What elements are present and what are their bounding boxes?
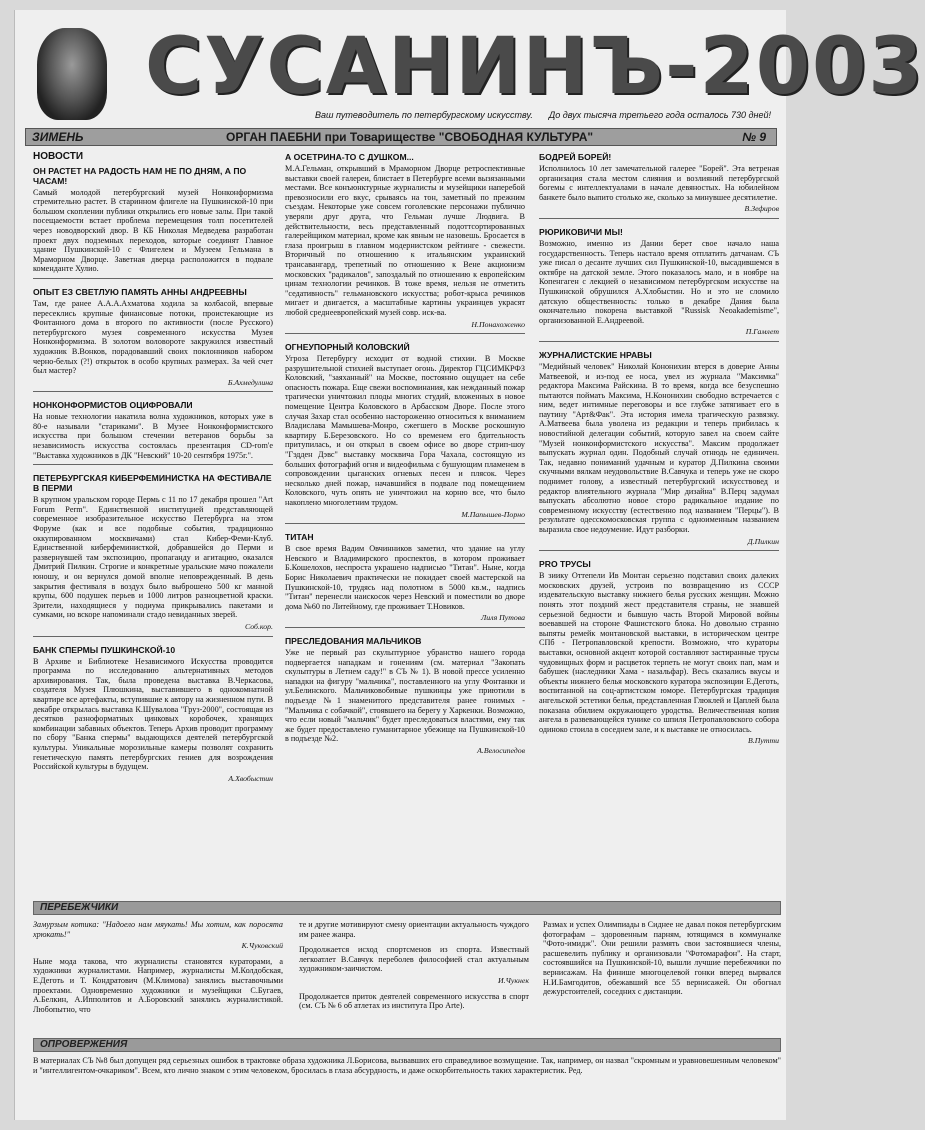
article-title: ОГНЕУПОРНЫЙ КОЛОВСКИЙ <box>285 342 410 353</box>
article-title: БОДРЕЙ БОРЕЙ! <box>539 152 612 162</box>
section-band-defectors: ПЕРЕБЕЖЧИКИ <box>33 901 781 915</box>
article <box>33 473 273 636</box>
article <box>33 400 273 465</box>
article-title: ПРЕСЛЕДОВАНИЯ МАЛЬЧИКОВ <box>285 635 422 646</box>
section-heading: НОВОСТИ <box>33 151 84 162</box>
article-title: ТИТАН <box>285 532 314 543</box>
article-signature: А.Хвобыстин <box>228 773 273 783</box>
newspaper-page <box>14 10 925 1120</box>
quote: Замурзым котика: "Надоело нам мяукать! Мы хотим, как поросята хрюкать!" <box>33 920 283 939</box>
article <box>539 350 779 551</box>
article-signature: В.Путти <box>748 736 779 746</box>
tagline: Ваш путеводитель по петербургскому искусству. <box>315 110 533 120</box>
article <box>33 645 273 788</box>
article-body: Возможно, именно из Дании берет свое начало наша государственность. Теперь настало время отплатить датчанам. СЪ уже писал о десанте лучших сил Пушкинской-10, высадившемся в октябре на датской земле. Этого показалось мало, и в ноябре на Копенгаген с лекцией о независимом петербургском искусстве на Пушкинской обрушился А.Хлобыстин. Но и это не сломило датскую общественность: только в декабре Дания была окончательно покорена выставкой "Russisk Neoakademisme", организованной Е.Андреевой. <box>539 238 779 325</box>
issue-number: № 9 <box>742 130 766 144</box>
article <box>33 287 273 392</box>
article-body: В крупном уральском городе Пермь с 11 по 17 декабря прошел "Art Forum Perm". Единственной институцией представляющей современное изобразительное искусство Петербурга на этом Форуме (как и все подобные события, традиционно оккупированном москвичами) стал Кибер-Феми-Клуб. Единственной киберфеминисткой, добравшейся до Перми и развернувшей там экспозицию, пропаганду и агитацию, оказался Дмитрий Пилкин. Строгие и конкретные уральские мачо пожалели юношу, и он вернулся домой вполне неповрежденный. В день закрытия фестиваля в воздух было выброшено 500 кг манной крупы, 600 подушек перьев и 1000 литров разноцветной краски. Зрители, находящиеся у подиума прикрывались пакетами и сумками, но вскоре напоминали стадо невиданных зверей. <box>33 495 273 620</box>
article-title: РЮРИКОВИЧИ МЫ! <box>539 226 623 237</box>
article <box>285 152 525 334</box>
article-signature: Лиля Путова <box>480 613 525 623</box>
article-body: Размах и успех Олимпиады в Сиднее не давал покоя петербургским фотографам – здоровенным парням, ютящимся в коммуналке "Фото-имидж". Они решили размять свои застоявшиеся члены, расшевелить публику и организовали "Фотомарафон". На старт, состоявшийся на Пушкинской-10, вышли лучшие перебежчики по вернисажам. На финише многоцелевой гонки вперед вырвался Н.И.Бамгодитов, обежавший все 55 вернисажей. Он обогнал дежурстоителей, соседних с дистанции. <box>543 920 781 997</box>
article <box>33 166 273 279</box>
article-signature: Б.Ахмедулина <box>227 377 273 387</box>
article-body: В Архиве и Библиотеке Независимого Искусства проводится программа по исследованию альтернативных методов архивирования. Так, была проведена выставка В.Черкасова, создателя Музея Плюшкина, выставившего в однокомнатной квартире все артефакты, вступившие к автору на жизненном пути. В декабре открылась выставка К.Шувалова "Груз-2000", состоящая из десятков разноформатных цинковых коробочек, хранящих комбинации забавных объектов. Теперь Архив проводит программу по сбору "Банка спермы" выдающихся деятелей петербургской культуры. Уникальные морозильные камеры позволят сохранить генетическую память петербургских гениев для возрождения Российской культуры в будущем. <box>33 656 273 772</box>
column-3 <box>539 152 779 758</box>
article-title: ПЕТЕРБУРГСКАЯ КИБЕРФЕМИНИСТКА НА ФЕСТИВАЛЕ В ПЕРМИ <box>33 473 272 494</box>
article-body: Уже не первый раз скульптурное убранство нашего города подвергается нападкам и гонениям (см. материал "Закопать скульптуры в Летнем саду!" в СЪ № 1). В новой прессе усиленно нападки на фигуру "мальчика", поставленного на углу Фонтанки и ул.Белинского. Мальчиковобивые пушкинцы уже приютили в подъезде №1 знаменитого представителя ранее гонимых - "Мальчика с собачкой", стоявшего на берегу у Харкенки. Возможно, что если новый "мальчик" будет преследоваться властями, ему так же будет предоставлено гуманитарное убежище на Пушкинской-10 в подъезде №2. <box>285 647 525 744</box>
issue-season: ЗИМЕНЬ <box>32 130 84 144</box>
article-body: Продолжается исход спортсменов из спорта. Известный легкоатлет В.Савчук переболев философией стал актуальным художником-заичистом. <box>299 945 529 974</box>
portrait-photo <box>37 28 107 120</box>
article-title: ЖУРНАЛИСТСКИЕ НРАВЫ <box>539 349 652 360</box>
countdown: До двух тысяча третьего года осталось 730 дней! <box>548 110 771 120</box>
article-signature: Д.Пилкин <box>747 536 779 546</box>
article-title: ОН РАСТЕТ НА РАДОСТЬ НАМ НЕ ПО ДНЯМ, А ПО ЧАСАМ! <box>33 165 247 186</box>
quote-signature: К.Чуковский <box>241 941 283 951</box>
masthead <box>25 18 925 128</box>
article <box>285 342 525 524</box>
article <box>539 152 779 219</box>
article-body: М.А.Гельман, открывший в Мраморном Дворце ретроспективные выставки своей галереи, блистает в Петербурге всеми вызязанными местами. Все конъюнктурные журналисты и музейщики наперебой превозносили его вкус, срываясь на тон, заметный по прежним съездам. Некоторые уже совсем гоголевские персонажи публично уверяли друг друга, что Гельман лучше Людвига. В действительности, весь представленный подоттсортированных галерейщиком материал, кроме как явным не назовешь. Бросается в глаза проигрыш в главном модернистском рейтинге - свежести. Вторичный по отношению к итальянским украинский трансавангард, трепетный по отношению к Вене акционизм московских "радикалов", запоздалый по отношению к европейским цинам технологии речинков. В тоже время, нельзя не отметить "седативность" гельмановского искусства; робот-крыса речинков мигает и двигается, а масштабные картины украинцев украсят любой среднеевропейский музей совр. иск-ва. <box>285 164 525 317</box>
issue-bar <box>25 128 777 146</box>
article <box>539 227 779 342</box>
article-body: Угроза Петербургу исходит от водной стихии. В Москве разрушительной стихией выступает огонь. Директор ГЦСИМКРФЗ Коловский, "заяханный" на Москве, постоянно ощущает на себе опасность пожара. Еще свежи воспоминания, как нежданный пожар трагически уничтожил плоды многих студий, вложенных в новое помещение Центра Коловского в Арбасском Дворе. После этого случая Захар стал особенно настороженно относиться к вниманием Владислава Мамышева-Монро, сжегшего в Москве роскошную квартиру Б.Березовского. Но со временем его бдительность притупилась, и он открыл в своем офисе во дворе стрип-шоу "Гэдден Дэвс" выставку москвича Гора Чахала, состоящую из больших фотографий огня и видеофильма с бушующим пламенем в сопровождении цыганских огневых песен и плясок. Через несколько дней пожар, начавшийся в подвале под помещением Коловского, чуть опять не уничтожил на корню все, что было накоплено многолетним трудом. <box>285 354 525 507</box>
bottom-column-1 <box>33 920 283 1020</box>
section-band-corrections: ОПРОВЕРЖЕНИЯ <box>33 1038 781 1052</box>
article-signature: Соб.кор. <box>244 621 273 631</box>
article-body: Самый молодой петербургский музей Нонконформизма стремительно растет. В старинном флигеле на Пушкинской-10 при большом скоплении публики открылись его новые залы. При такой посещаемости встает проблема перемещения толп посетителей через новодворский двор. В КБ Николая Медведева разработан проект двух подземных переходов, которые соединят Главное здание Пушкинской-10 с Флигелем и Музеем Гельмана в Мраморном Дворце. Заветная дверца расположится в подвале коменданте Хулио. <box>33 187 273 274</box>
article-signature: А.Велосипедов <box>477 745 525 755</box>
article-body: "Медийный человек" Николай Кононихин втерся в доверие Анны Матвеевой, и из-под ее носа, увел из журнала "Максимка" редактора Максима Райскина. В то время, когда все безуспешно пытаются поймать Максима, Н.Кононихин свободно встречается с ним, ведет интимные переговоры и все глубже затягивает его в паутину "Арт&Фак". Эта история имела трагическую развязку. А.Матвеева была уволена из редакции и теперь прибилась к новостийной делегации событий, которую завел на своем сайте "Музей нонконформистского искусства". Максим продолжает выпускать журнал один. Подобный случай отнюдь не единичен. Так, недавно пониманий удачным и куратор Д.Пилкина своими скучными вялкам неудовольствие В.Савчука и теперь уже не скоро поднимет голову, а известный петербургский искусствовед и редактор влиятельного журнала "Мир дизайна" В.Перц задумал выпускать абсолютно новое сторо радикальное издание по современному искусству (естественно под названием "Перцы"). В результате одесскомосковская группа с одноименным названием выразила свое недоумение. Идут разборки. <box>539 361 779 534</box>
article-body: В зиику Оттепели Ив Монтан серьезно подставил своих далеких московских друзей, устроив по возвращению из СССР издевательскую выставку нижнего белья русских женщин. Можно понять этот поздний жест представителя страны, не знавшей серьезной бедности и бывшую часть Второй Мировой войны воевавшей на стороне Фашистского блока. Но довольно странно выпяты ремейк монтановской выставки, в историческом центре СПб - Петропавловской крепости. Возможно, что кураторы выставки, основной акцент которой составляют застиранные трусы чудовищных форм и расцветок терпеть не могут своих пап, мам и бабушек (наследники Хама - назальфар). Весь сказались вкусы и объекты нижнего белья московского куратора экспозиции Е.Деготь, воспитанной на соц-артистском юморе. Петербургская традиция ангельской эстетики белья, представленная Глюклей и Цаплей была показана обилием окружающего уродства. Величественная копия ангела в развевающейся тунике со шпиля Петропавловского собора одиноко стоила в соседнем зале, и к выставке не относилась. <box>539 571 779 734</box>
bottom-column-3 <box>543 920 781 1003</box>
column-2 <box>285 152 525 767</box>
publisher-line: ОРГАН ПАЕБНИ при Товариществе "СВОБОДНАЯ КУЛЬТУРА" <box>226 130 594 144</box>
column-1 <box>33 152 273 795</box>
article-body: Продолжается приток деятелей современного искусства в спорт (см. СЪ № 6 об атлетах из института Про Arte). <box>299 991 529 1011</box>
article-body: На новые технологии накатила волна художников, которых уже в 80-е называли "стариками". В Музее Нонконформистского искусства при большом стечении ветеранов борьбы за независимость искусства состоялась презентация CD-rom'e "Выставка художников в ДК "Невский" 10-20 сентября 1975г.". <box>33 412 273 460</box>
article-signature: И.Чукнек <box>497 975 529 985</box>
article-signature: В.Зефиров <box>744 204 779 214</box>
article-title: ОПЫТ ЕЗ СВЕТЛУЮ ПАМЯТЬ АННЫ АНДРЕЕВНЫ <box>33 286 247 297</box>
article-body: Ныне мода такова, что журналисты становятся кураторами, а художники журналистами. Например, журналисты М.Колдобская, Е.Деготь и Т. Кондратович (М.Климова) занялись выставочными проектами. Одновременно художники и музейщики С.Бугаев, А.Белкин, А.Ипполитов и А.Боровский занялись журналистикой. Любопытно, что <box>33 956 283 1014</box>
article-title: БАНК СПЕРМЫ ПУШКИНСКОЙ-10 <box>33 644 176 655</box>
article-signature: П.Гамлет <box>745 327 779 337</box>
article-body: Исполнилось 10 лет замечательной галерее "Борей". Эта ветреная организация стала местом слияния и возлияний петербургской богемы с интеллектуалами в начале девяностых. На юбилейном банкете было выпито столько же, сколько за минувшее десятилетие. <box>539 164 779 202</box>
article-signature: М.Папышев-Порно <box>461 509 525 519</box>
article <box>539 559 779 750</box>
article-title: А ОСЕТРИНА-ТО С ДУШКОМ... <box>285 152 414 162</box>
corrections-text: В материалах СЪ №8 был допущен ряд серьезных ошибок в трактовке образа художника Л.Борисова, вызвавших его справедливое возмущение. Так, например, он назвал "скромным и уравновешенным человеком" и "интеллигентом-очкариком". Всем, кто лично знаком с этим человеком, бросилась в глаза абсурдность, и даже оскорбительность таких характеристик. Ред. <box>33 1056 781 1075</box>
article <box>285 636 525 760</box>
article-signature: Н.Понахоженко <box>471 319 525 329</box>
newspaper-logo: СУСАНИНЪ-2003 <box>145 22 925 112</box>
article-body: Там, где ранее А.А.А.Ахматова ходила за колбасой, впервые пересеклись крупные финансовые потоки, проистекающие из Фонтанного дома в второго по активности (после Русского) петербургского музея современного искусства Музея Нонконформизма. В золотом воловороте закружился известный художник В.Вонков, порадовавший своих поклонников набором черно-белых (?!) открыток в особо крупных размерах. За чей счет был мастер? <box>33 298 273 376</box>
article-title: НОНКОНФОРМИСТОВ ОЦИФРОВАЛИ <box>33 400 193 411</box>
article-body: те и другие мотивируют смену ориентации актуальность чуждого им ранее жанра. <box>299 920 529 939</box>
bottom-column-2 <box>299 920 529 1017</box>
article-body: В свое время Вадим Овчинников заметил, что здание на углу Невского и Владимирского проспектов, в котором проживает Б.Кошелохов, неспроста украшено надписью "Титан". Ныне, когда Борис Николаевич практически не покидает своей мастерской на Пушкинской-10, трудясь над полотном в 5000 кв.м., надпись "Титан" перенесли наискосок через Невский и поместили во дворе дома №60 по Литейному, где проживает Т.Новиков. <box>285 544 525 611</box>
article-title: PRO ТРУСЫ <box>539 559 591 570</box>
article <box>285 532 525 628</box>
